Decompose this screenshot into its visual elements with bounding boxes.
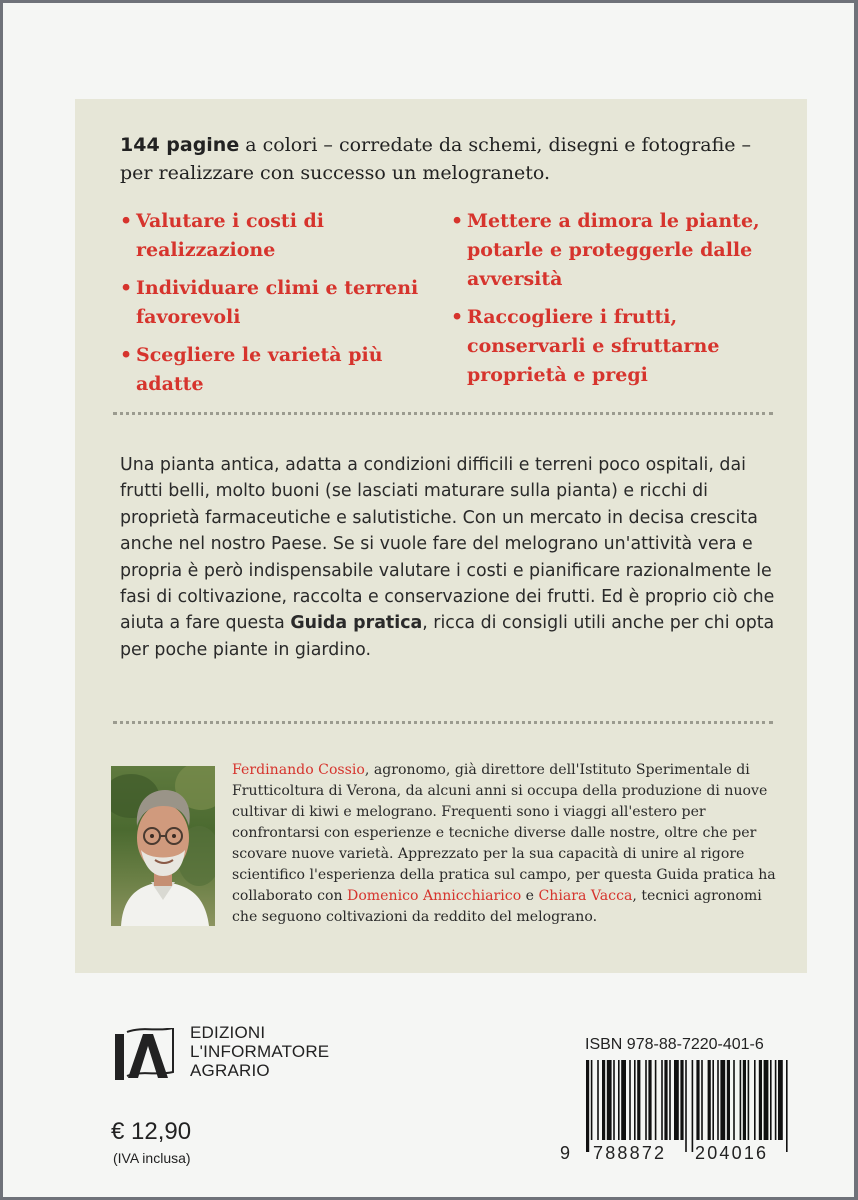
bullet-item [451, 303, 781, 390]
barcode-right-group: 204016 [695, 1143, 769, 1163]
bullet-item [451, 207, 781, 294]
back-cover [3, 3, 854, 1197]
page-count: 144 pagine [120, 134, 240, 156]
price: € 12,90 [111, 1118, 192, 1145]
description-text: Una pianta antica, adatta a condizioni difficili e terreni poco ospitali, dai frutti belli, molto buoni (se lasciati maturare sulla pianta) e ricchi di proprietà farmaceutiche e salutistiche. Con un mercato in decisa crescita anche nel nostro Paese. Se si vuole fare del melograno un'attività vera e propria è però indispensabile valutare i costi e pianificare razionalmente le fasi di coltivazione, raccolta e conservazione dei frutti. Ed è proprio ciò che aiuta a fare questa [120, 455, 775, 634]
publisher-name [190, 1023, 329, 1080]
author-photo [111, 766, 215, 926]
bio-text: , agronomo, già direttore dell'Istituto Sperimentale di Frutticoltura di Verona, da alcuni anni si occupa della produzione di nuove cultivar di kiwi e melograno. Frequenti sono i viaggi all'estero per confrontarsi con esperienze e tecniche diverse dalle nostre, oltre che per scovare nuove varietà. Apprezzato per la sua capacità di unire al rigore scientifico l'esperienza della pratica sul campo, per questa Guida pratica ha collaborato con [232, 762, 776, 904]
publisher-logo-icon [113, 1028, 179, 1084]
bullet-text: Raccogliere i frutti, conservarli e sfruttarne proprietà e pregi [467, 306, 720, 386]
dotted-separator [113, 721, 773, 724]
publisher-line: L'INFORMATORE [190, 1042, 330, 1061]
dotted-separator [113, 412, 773, 415]
bullet-text: Scegliere le varietà più adatte [136, 344, 383, 395]
bullet-list-right [451, 207, 781, 399]
bio-text: e [521, 888, 539, 904]
publisher-line: EDIZIONI [190, 1023, 266, 1042]
publisher-line: AGRARIO [190, 1061, 270, 1080]
bullet-text: Mettere a dimora le piante, potarle e proteggerle dalle avversità [467, 210, 760, 290]
bullet-dot-icon: • [120, 344, 133, 366]
bullet-list-left [120, 207, 450, 408]
coauthor-name: Chiara Vacca [538, 888, 633, 904]
barcode-first-digit: 9 [560, 1143, 573, 1163]
description-text: , ricca di consigli utili anche per chi opta per poche piante in giardino. [120, 613, 775, 660]
author-bio [232, 760, 784, 928]
intro-rest: a colori – corredate da schemi, disegni e fotografie – per realizzare con successo un melograneto. [120, 134, 752, 184]
bullet-item [120, 274, 450, 332]
isbn-text: ISBN 978-88-7220-401-6 [585, 1036, 764, 1053]
content-panel [75, 99, 807, 973]
vat-note: (IVA inclusa) [113, 1150, 191, 1166]
bullet-dot-icon: • [451, 306, 464, 328]
author-name: Ferdinando Cossio [232, 762, 365, 778]
guide-title: Guida pratica [290, 613, 423, 634]
bullet-text: Individuare climi e terreni favorevoli [136, 277, 419, 328]
intro-text [120, 131, 770, 187]
bullet-item [120, 207, 450, 265]
book-description [120, 452, 780, 663]
bullet-item [120, 341, 450, 399]
barcode-left-group: 788872 [593, 1143, 667, 1163]
bullet-dot-icon: • [120, 277, 133, 299]
bio-text: , tecnici agronomi che seguono coltivazioni da reddito del melograno. [232, 888, 762, 925]
bullet-dot-icon: • [451, 210, 464, 232]
bullet-text: Valutare i costi di realizzazione [136, 210, 325, 261]
coauthor-name: Domenico Annicchiarico [347, 888, 522, 904]
bullet-dot-icon: • [120, 210, 133, 232]
